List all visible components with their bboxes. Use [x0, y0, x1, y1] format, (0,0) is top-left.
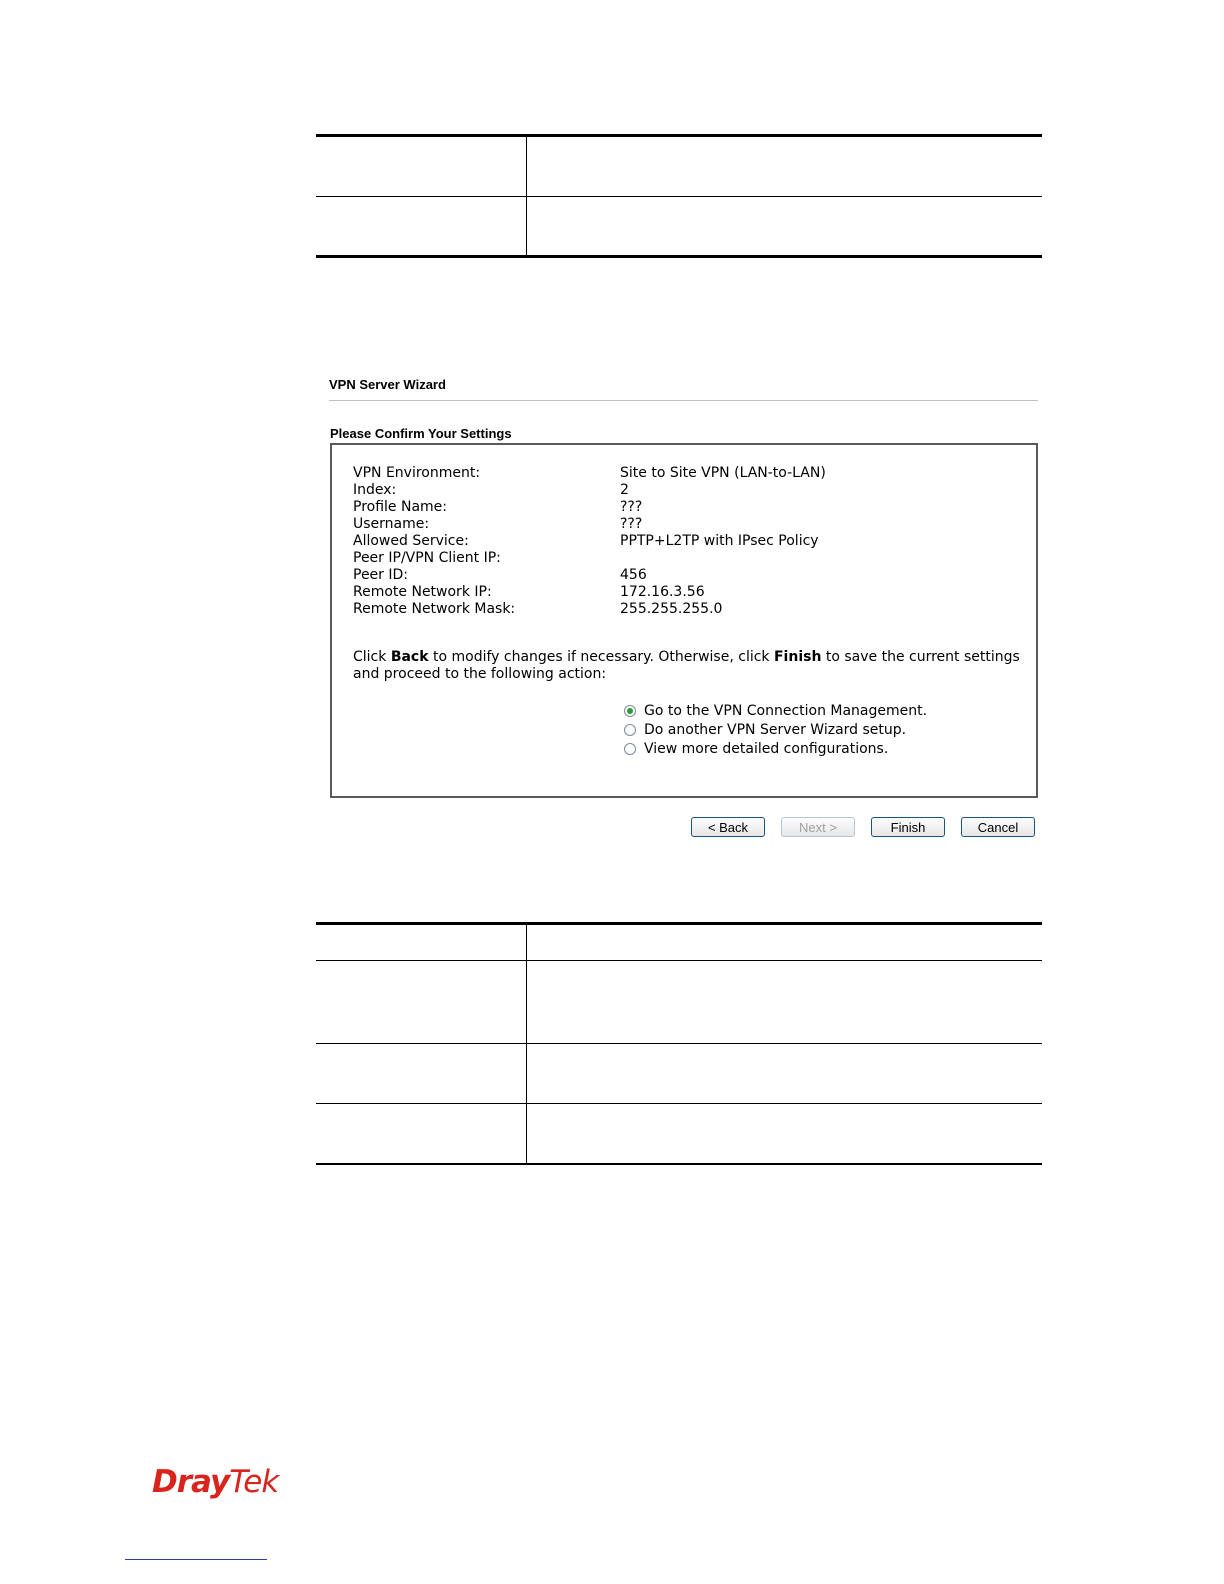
setting-label: Peer ID: — [353, 567, 409, 583]
table-cell — [316, 961, 527, 1044]
setting-value: 456 — [620, 567, 647, 583]
footer-divider — [125, 1559, 267, 1560]
setting-row-profile-name — [353, 499, 826, 516]
setting-row-index — [353, 482, 826, 499]
setting-row-peer-id — [353, 567, 826, 584]
setting-row-allowed-service — [353, 533, 826, 550]
confirm-heading: Please Confirm Your Settings — [330, 426, 512, 441]
next-button[interactable]: Next > — [781, 817, 855, 837]
back-button[interactable]: < Back — [691, 817, 765, 837]
cancel-button[interactable]: Cancel — [961, 817, 1035, 837]
setting-value: PPTP+L2TP with IPsec Policy — [620, 533, 819, 549]
setting-label: VPN Environment: — [353, 465, 481, 481]
setting-value: 255.255.255.0 — [620, 601, 723, 617]
top-description-table — [316, 134, 1042, 258]
setting-row-remote-network-ip — [353, 584, 826, 601]
settings-list — [353, 465, 826, 618]
option-label: View more detailed configurations. — [644, 740, 889, 757]
bottom-description-table — [316, 922, 1042, 1165]
setting-label: Profile Name: — [353, 499, 448, 515]
setting-value: Site to Site VPN (LAN-to-LAN) — [620, 465, 826, 481]
table-cell — [316, 1044, 527, 1104]
note-text: to modify changes if necessary. Otherwise, click — [428, 649, 774, 665]
next-action-options — [624, 701, 927, 758]
setting-row-vpn-environment — [353, 465, 826, 482]
logo-part: Tek — [229, 1464, 279, 1500]
finish-button[interactable]: Finish — [871, 817, 945, 837]
radio-button[interactable] — [624, 724, 636, 736]
setting-label: Index: — [353, 482, 397, 498]
wizard-title: VPN Server Wizard — [329, 377, 446, 392]
table-cell — [527, 1044, 1043, 1104]
draytek-logo — [152, 1464, 278, 1500]
setting-row-remote-network-mask — [353, 601, 826, 618]
table-cell — [316, 136, 527, 197]
table-cell — [316, 197, 527, 257]
confirm-settings-panel — [330, 443, 1038, 798]
table-cell — [527, 1104, 1043, 1164]
setting-value: 172.16.3.56 — [620, 584, 705, 600]
note-text: to save the current settings and proceed to the following action: — [353, 649, 1020, 682]
logo-part: Dray — [152, 1464, 230, 1500]
setting-row-peer-ip — [353, 550, 826, 567]
table-cell — [527, 197, 1043, 257]
setting-row-username — [353, 516, 826, 533]
table-cell — [527, 961, 1043, 1044]
option-view-detailed-config[interactable] — [624, 739, 927, 758]
setting-value: ??? — [620, 516, 643, 532]
setting-label: Remote Network IP: — [353, 584, 492, 600]
table-cell — [527, 136, 1043, 197]
setting-value: 2 — [620, 482, 629, 498]
note-text: Click — [353, 649, 391, 665]
option-label: Do another VPN Server Wizard setup. — [644, 721, 907, 738]
option-go-to-vpn-management[interactable] — [624, 701, 927, 720]
setting-label: Remote Network Mask: — [353, 601, 516, 617]
note-back-word: Back — [390, 649, 429, 665]
option-another-wizard-setup[interactable] — [624, 720, 927, 739]
setting-value: ??? — [620, 499, 643, 515]
table-cell — [316, 924, 527, 961]
setting-label: Peer IP/VPN Client IP: — [353, 550, 501, 566]
setting-label: Username: — [353, 516, 430, 532]
divider — [329, 400, 1038, 401]
table-cell — [527, 924, 1043, 961]
table-cell — [316, 1104, 527, 1164]
setting-label: Allowed Service: — [353, 533, 469, 549]
option-label: Go to the VPN Connection Management. — [644, 702, 928, 719]
radio-button[interactable] — [624, 705, 636, 717]
note-finish-word: Finish — [773, 649, 822, 665]
instruction-note — [353, 649, 1023, 683]
radio-button[interactable] — [624, 743, 636, 755]
